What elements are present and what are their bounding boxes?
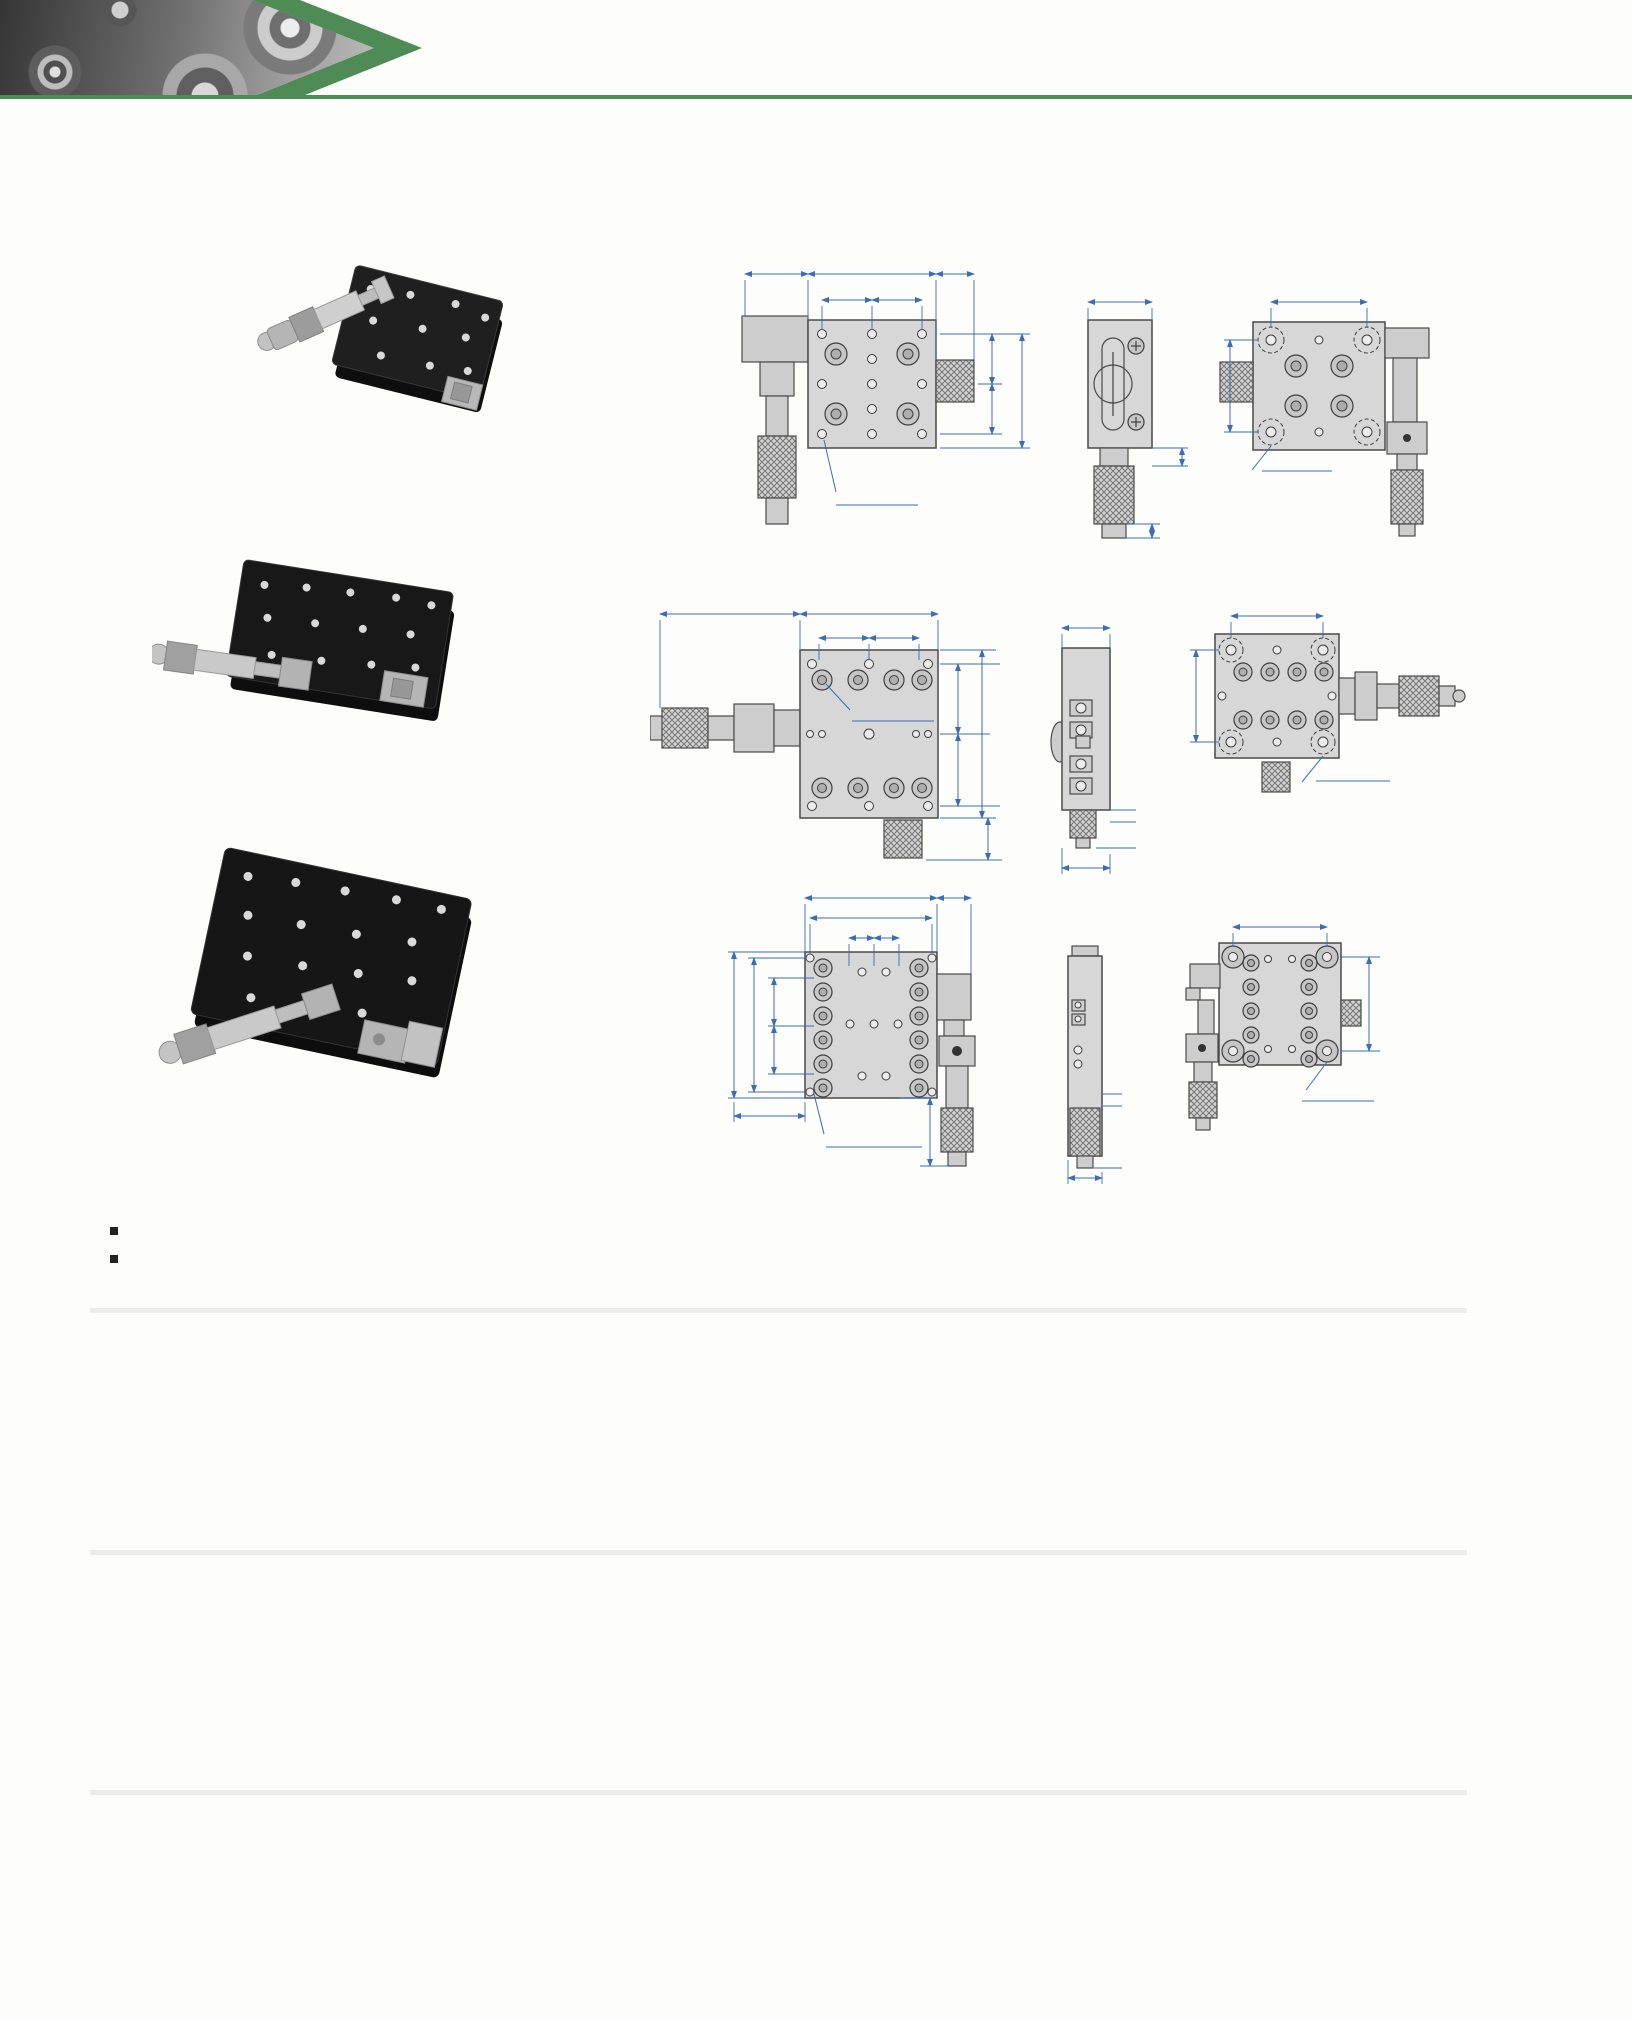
spec-table [90, 1550, 1467, 1555]
product-photo-6582-401 [250, 218, 510, 428]
technical-drawing-6582-602 [650, 590, 1470, 890]
spec-section-left [90, 1294, 1467, 1313]
bullet-square-icon [110, 1227, 118, 1235]
bullet-square-icon [110, 1255, 118, 1263]
green-rule [0, 95, 1632, 99]
spec-section-right [90, 1776, 1467, 1795]
technical-drawing-6582-903 [715, 875, 1475, 1205]
feature-item [110, 1248, 128, 1276]
product-photo-6582-602 [152, 545, 482, 745]
spec-table [90, 1308, 1467, 1313]
feature-item [110, 1220, 128, 1248]
spec-section-middle [90, 1536, 1467, 1555]
spec-table [90, 1790, 1467, 1795]
feature-list [110, 1220, 128, 1276]
technical-drawing-6582-401 [720, 200, 1465, 540]
page-header [0, 0, 1632, 99]
product-photo-6582-903 [142, 832, 492, 1132]
